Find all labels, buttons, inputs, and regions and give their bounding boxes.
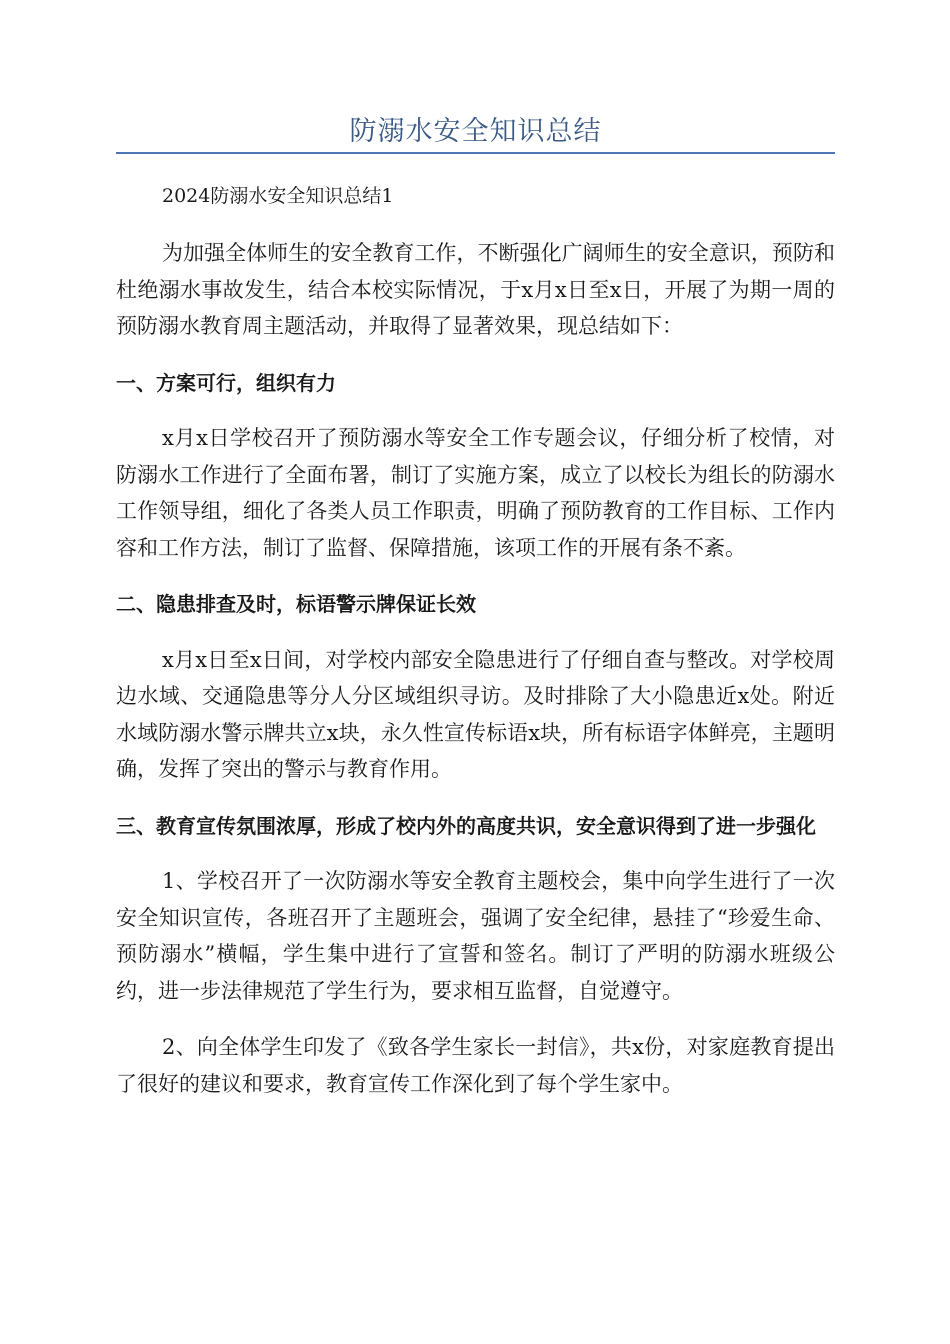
section-1-paragraph-1: x月x日学校召开了预防溺水等安全工作专题会议，仔细分析了校情，对防溺水工作进行了全面布署，制订了实施方案，成立了以校长为组长的防溺水工作领导组，细化了各类人员工作职责，明确了预防教育的工作目标、工作内容和工作方法，制订了监督、保障措施，该项工作的开展有条不紊。 — [116, 426, 835, 560]
document-title: 防溺水安全知识总结 — [349, 116, 602, 147]
section-3-paragraph-2: 2、向全体学生印发了《致各学生家长一封信》，共x份，对家庭教育提出了很好的建议和要求，教育宣传工作深化到了每个学生家中。 — [116, 1035, 835, 1096]
intro-paragraph: 为加强全体师生的安全教育工作，不断强化广阔师生的安全意识，预防和杜绝溺水事故发生，结合本校实际情况，于x月x日至x日，开展了为期一周的预防溺水教育周主题活动，并取得了显著效果，现总结如下： — [116, 241, 835, 338]
title-underline — [116, 152, 835, 154]
section-1-heading: 一、方案可行，组织有力 — [116, 370, 336, 395]
section-3-paragraph-1: 1、学校召开了一次防溺水等安全教育主题校会，集中向学生进行了一次安全知识宣传，各班召开了主题班会，强调了安全纪律，悬挂了“珍爱生命、预防溺水”横幅，学生集中进行了宣誓和签名。制订了严明的防溺水班级公约，进一步法律规范了学生行为，要求相互监督，自觉遵守。 — [116, 869, 835, 1003]
section-2-heading: 二、隐患排查及时，标语警示牌保证长效 — [116, 592, 476, 616]
section-2-paragraph-1: x月x日至x日间，对学校内部安全隐患进行了仔细自查与整改。对学校周边水域、交通隐患等分人分区域组织寻访。及时排除了大小隐患近x处。附近水域防溺水警示牌共立x块，永久性宣传标语x块，所有标语字体鲜亮，主题明确，发挥了突出的警示与教育作用。 — [116, 647, 835, 781]
document-subtitle: 2024防溺水安全知识总结1 — [162, 185, 394, 207]
document-body — [116, 178, 835, 1122]
section-3-heading: 三、教育宣传氛围浓厚，形成了校内外的高度共识，安全意识得到了进一步强化 — [116, 813, 816, 838]
